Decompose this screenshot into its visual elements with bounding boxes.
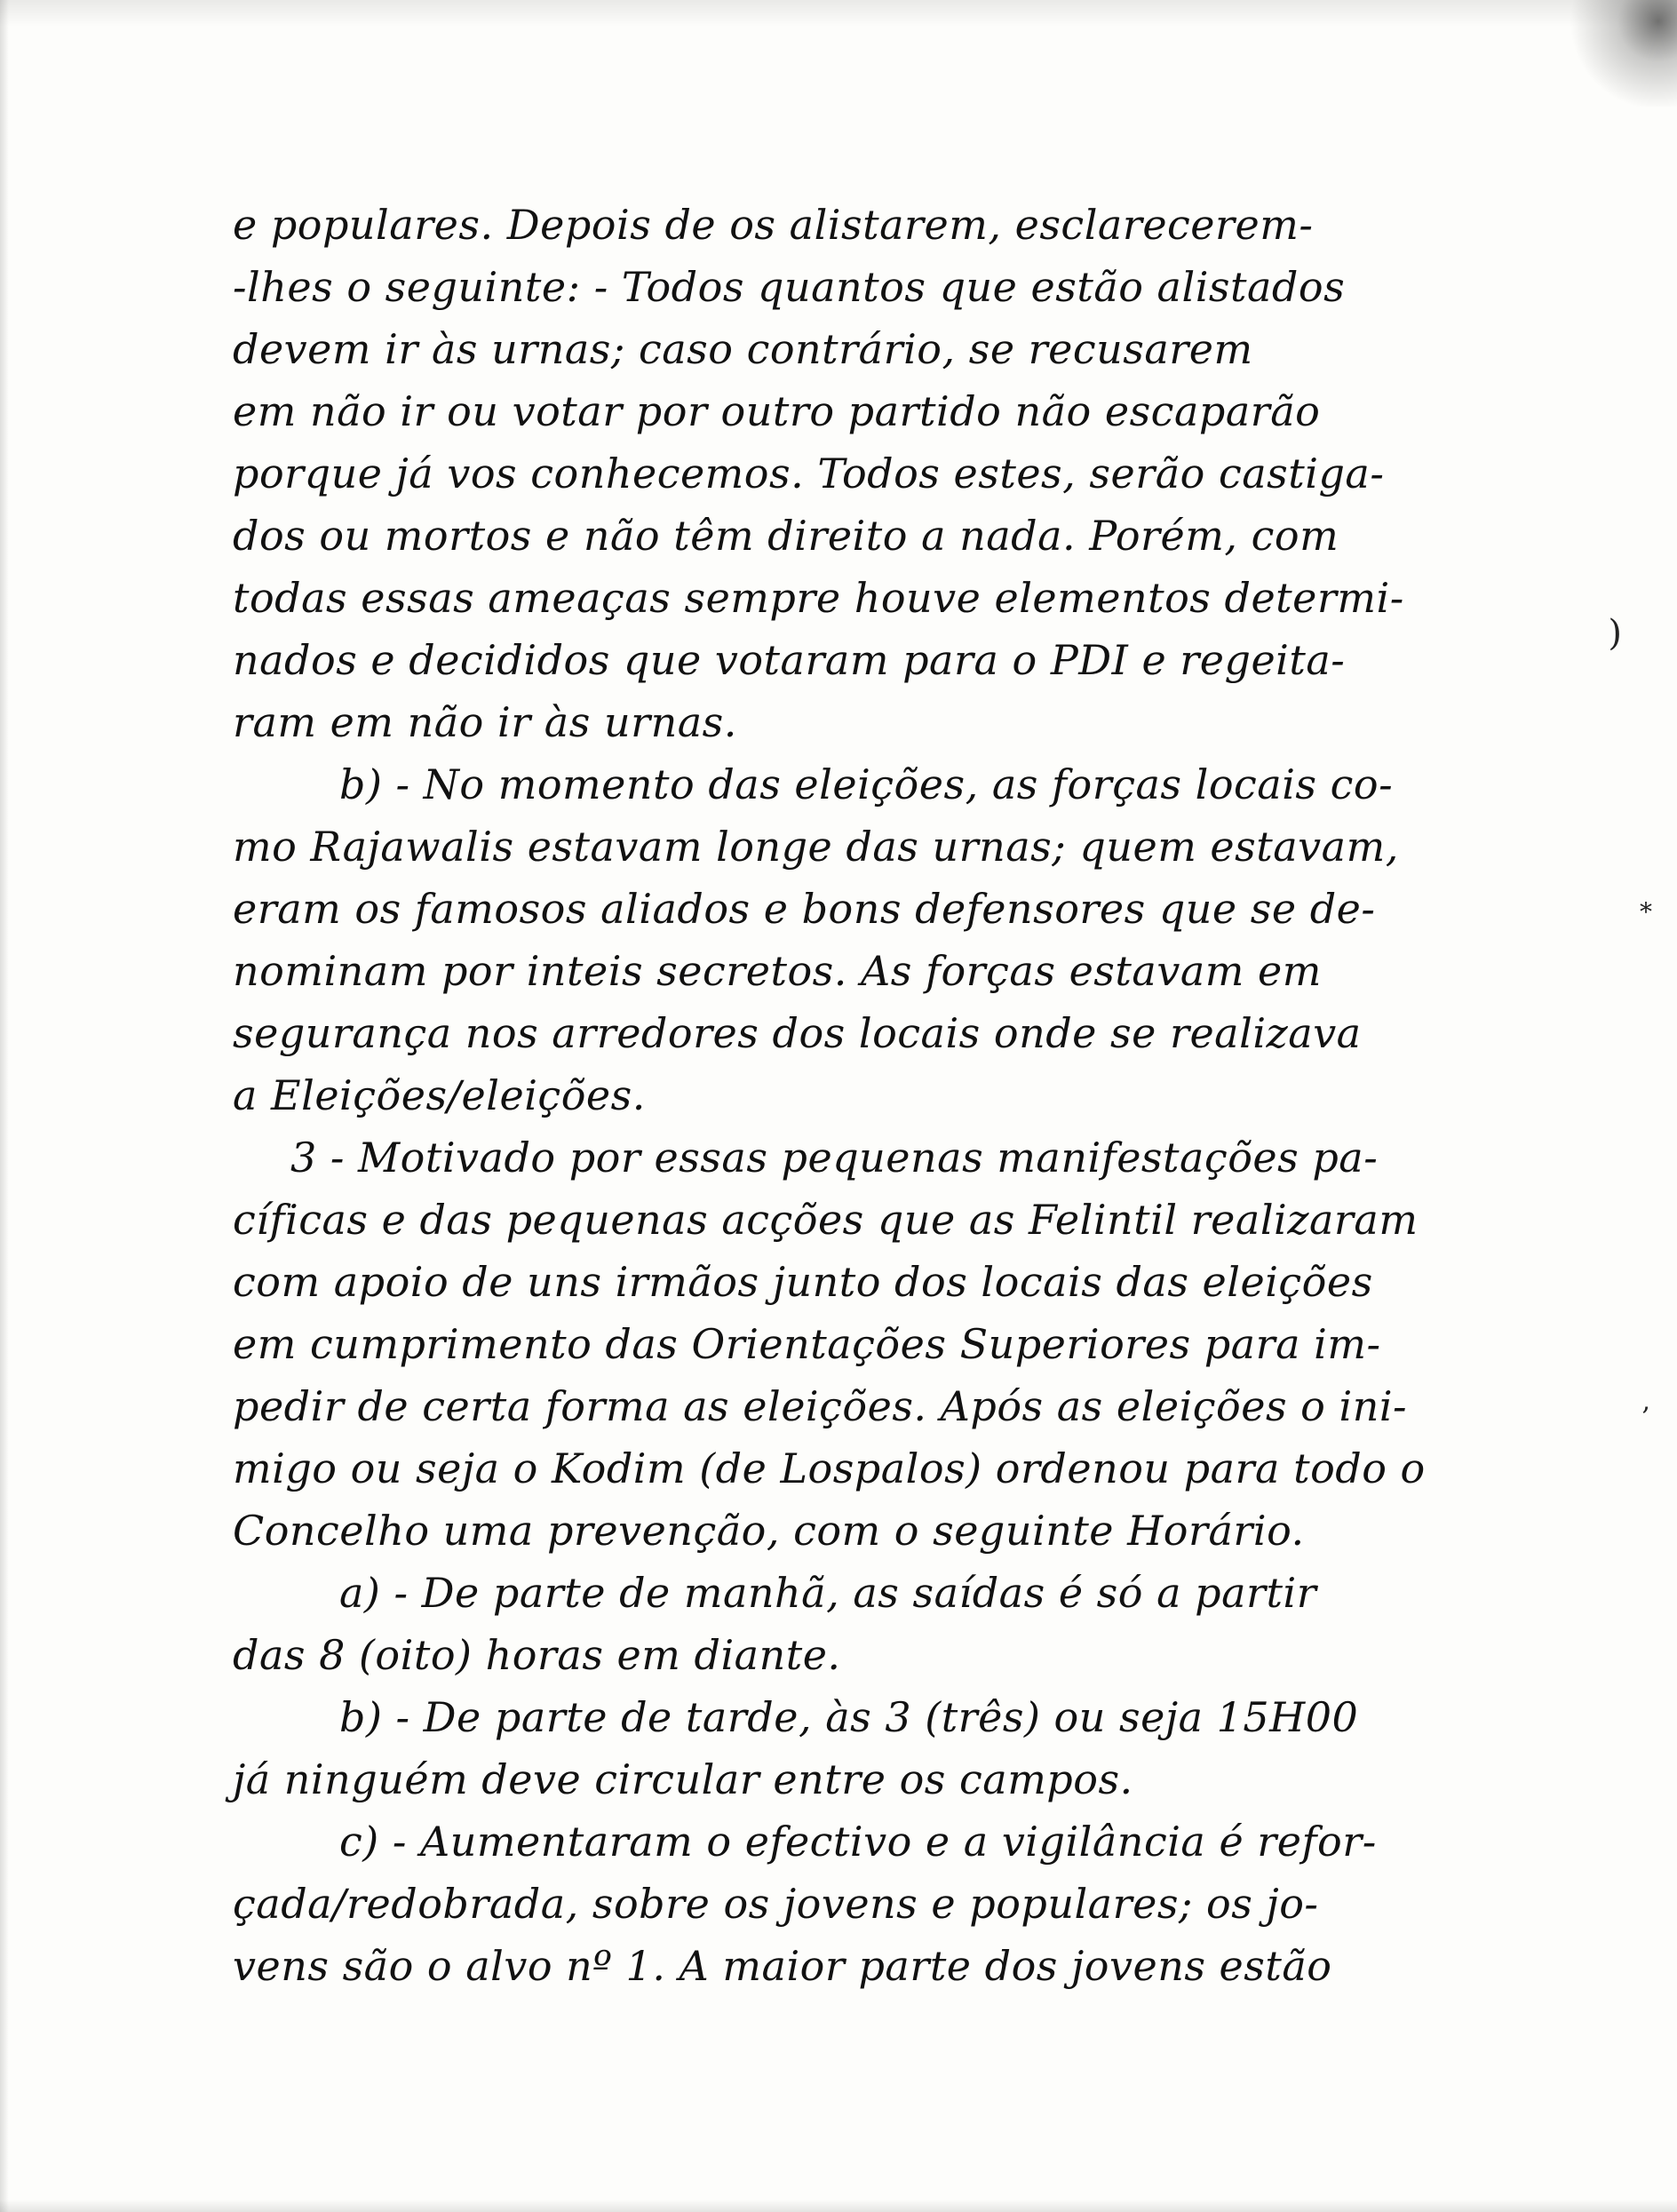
text-line: ram em não ir às urnas.: [233, 698, 737, 746]
text-line: a Eleições/eleições.: [233, 1071, 646, 1119]
text-line: mo Rajawalis estavam longe das urnas; quem estavam,: [233, 823, 1399, 871]
scan-shadow-bottom: [0, 2200, 1677, 2212]
text-line: Concelho uma prevenção, com o seguinte Horário.: [233, 1507, 1305, 1555]
text-line: 3 - Motivado por essas pequenas manifestações pa-: [290, 1134, 1379, 1182]
text-line: b) - No momento das eleições, as forças locais co-: [339, 760, 1394, 808]
text-line: pedir de certa forma as eleições. Após as eleições o ini-: [233, 1382, 1408, 1430]
text-line: nominam por inteis secretos. As forças estavam em: [233, 947, 1322, 995]
corner-smudge: [1553, 0, 1677, 107]
text-line: a) - De parte de manhã, as saídas é só a partir: [339, 1569, 1317, 1617]
text-line: com apoio de uns irmãos junto dos locais das eleições: [233, 1258, 1373, 1306]
text-line: b) - De parte de tarde, às 3 (três) ou seja 15H00: [339, 1693, 1359, 1741]
text-line: -lhes o seguinte: - Todos quantos que estão alistados: [233, 263, 1346, 311]
text-line: todas essas ameaças sempre houve elementos determi-: [233, 574, 1404, 622]
margin-tick-mark: *: [1640, 897, 1652, 927]
margin-bracket-mark: ): [1608, 613, 1622, 654]
text-line: nados e decididos que votaram para o PDI e regeita-: [233, 636, 1346, 684]
margin-tick-mark-2: ,: [1641, 1386, 1650, 1417]
text-line: vens são o alvo nº 1. A maior parte dos jovens estão: [233, 1942, 1332, 1990]
text-line: segurança nos arredores dos locais onde se realizava: [233, 1009, 1362, 1057]
text-line: e populares. Depois de os alistarem, esclarecerem-: [233, 201, 1314, 249]
text-line: em não ir ou votar por outro partido não escaparão: [233, 387, 1321, 435]
text-line: porque já vos conhecemos. Todos estes, serão castiga-: [233, 450, 1385, 497]
text-line: c) - Aumentaram o efectivo e a vigilância é refor-: [339, 1818, 1377, 1866]
text-line: das 8 (oito) horas em diante.: [233, 1631, 841, 1679]
scan-shadow-top: [0, 0, 1677, 27]
text-line: çada/redobrada, sobre os jovens e populares; os jo-: [233, 1880, 1319, 1928]
scan-shadow-left: [0, 0, 9, 2212]
text-line: já ninguém deve circular entre os campos.: [233, 1755, 1133, 1803]
handwritten-text-block: [233, 194, 1618, 1997]
text-line: migo ou seja o Kodim (de Lospalos) ordenou para todo o: [233, 1444, 1426, 1492]
text-line: dos ou mortos e não têm direito a nada. Porém, com: [233, 512, 1339, 560]
text-line: em cumprimento das Orientações Superiores para im-: [233, 1320, 1381, 1368]
text-line: cíficas e das pequenas acções que as Felintil realizaram: [233, 1196, 1419, 1244]
text-line: devem ir às urnas; caso contrário, se recusarem: [233, 325, 1253, 373]
text-line: eram os famosos aliados e bons defensores que se de-: [233, 885, 1376, 933]
